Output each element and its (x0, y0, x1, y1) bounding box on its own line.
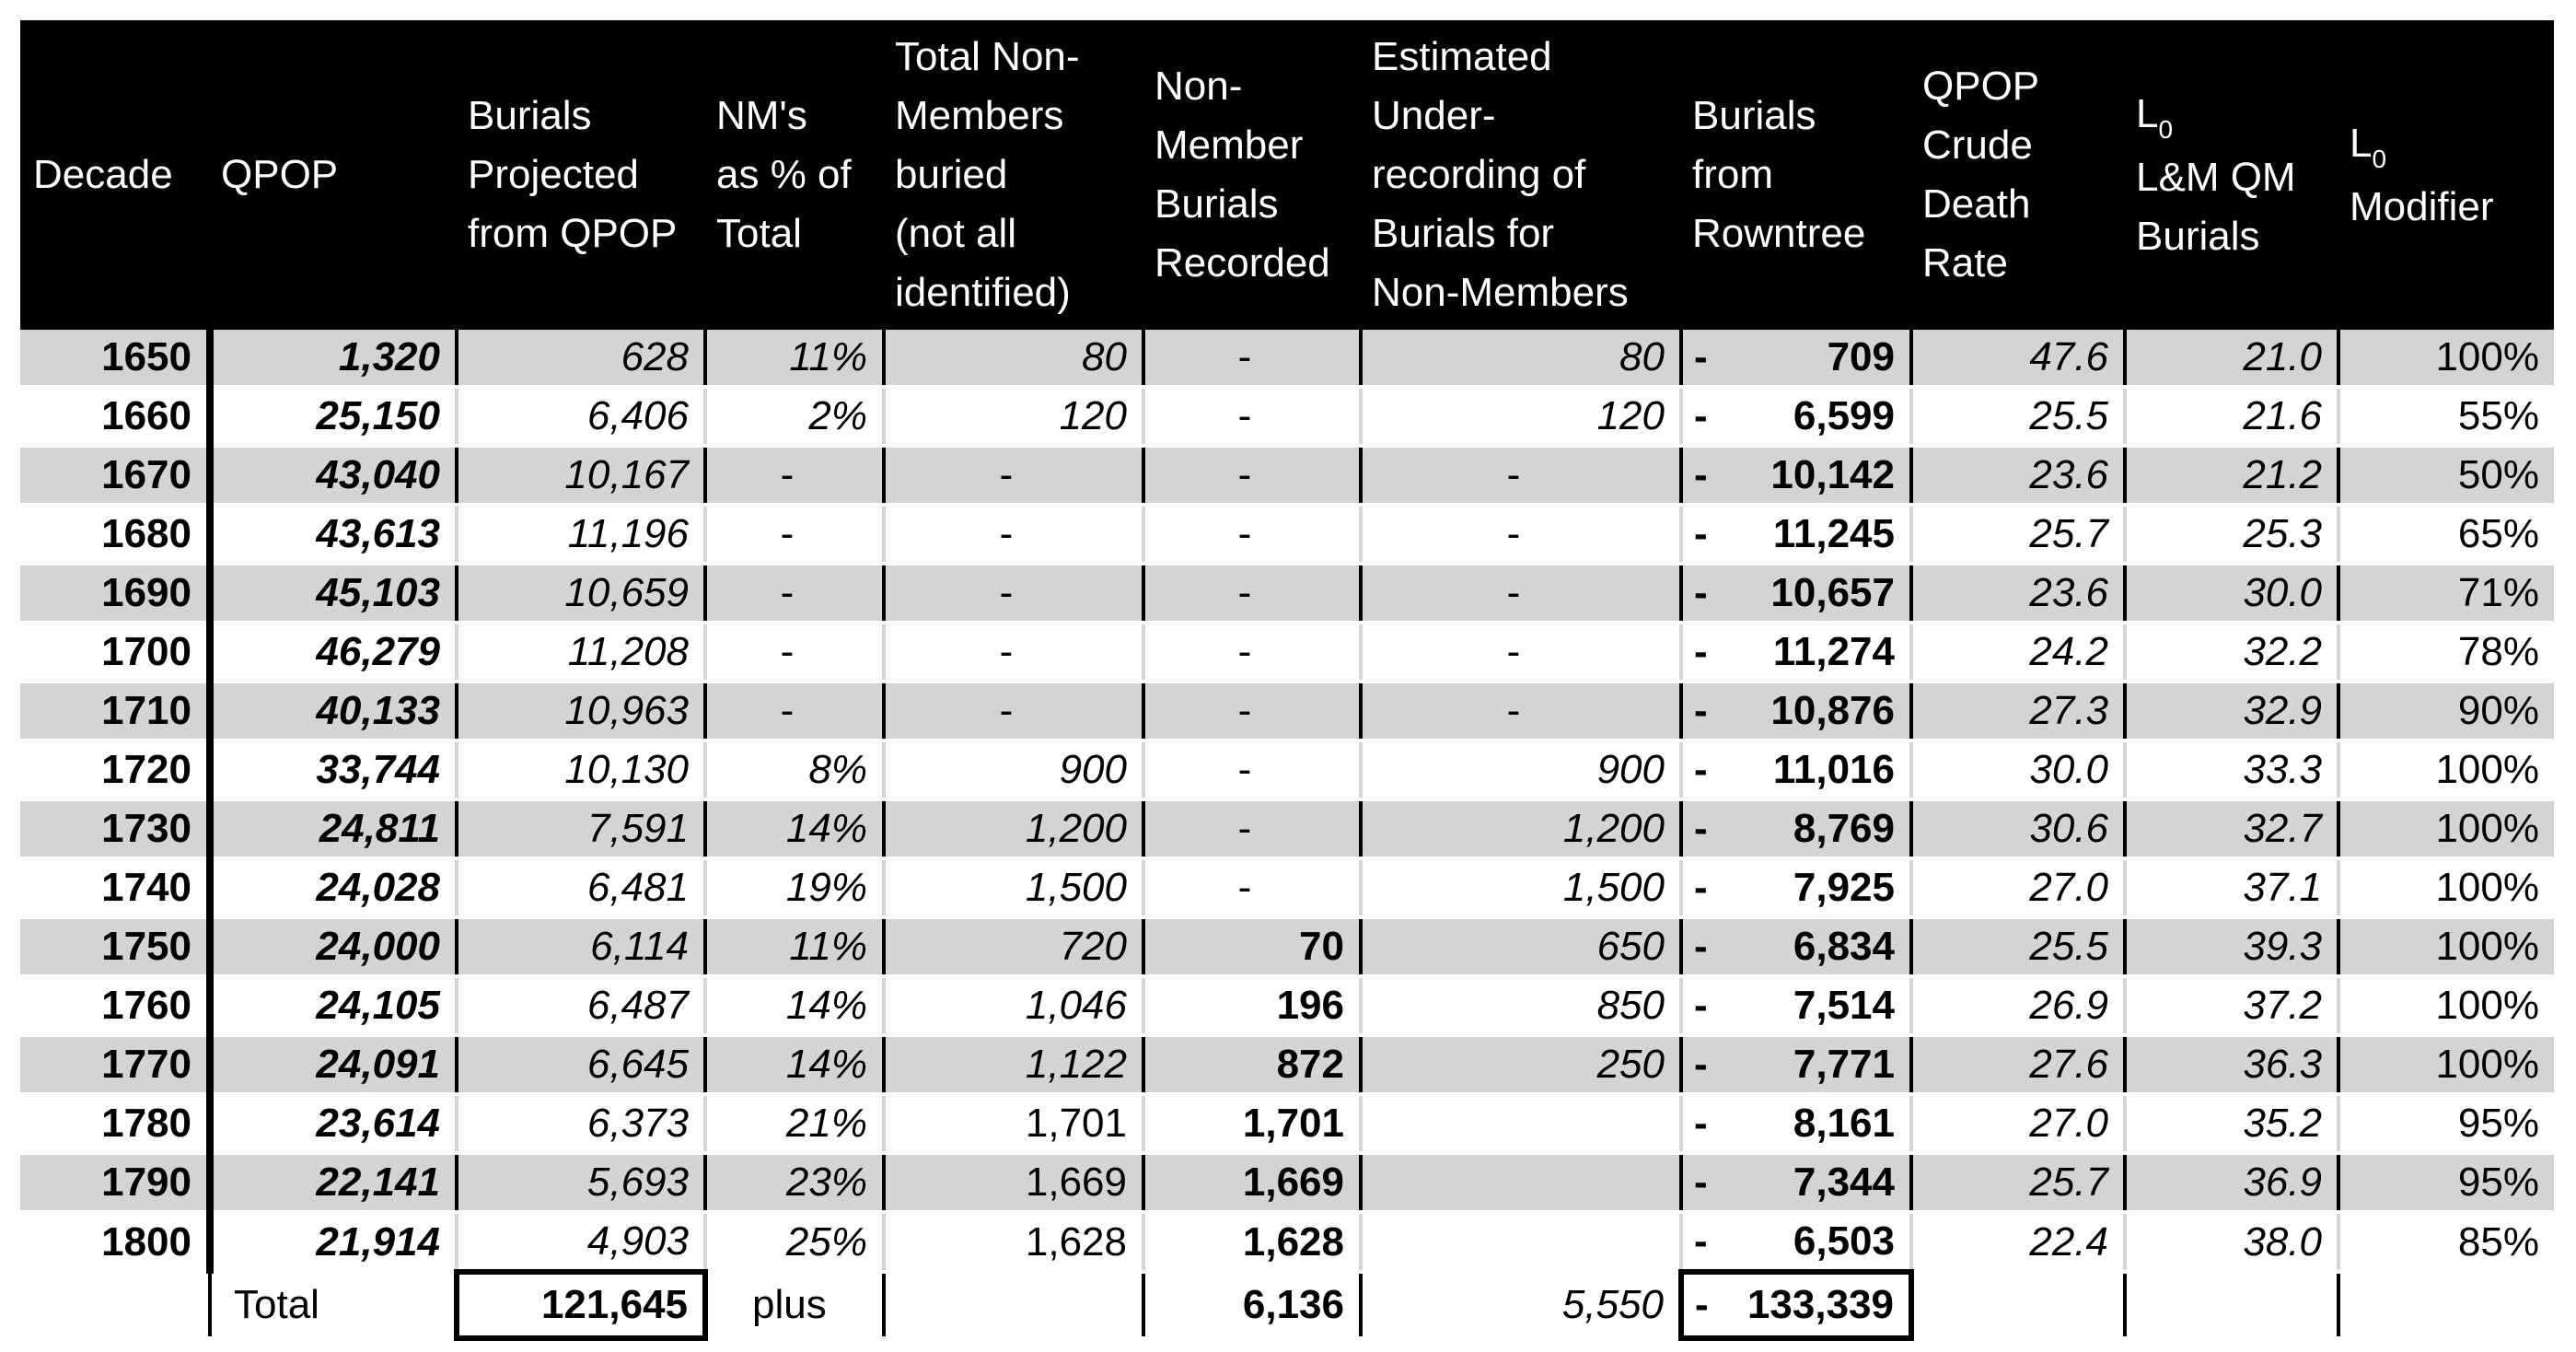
nm-recorded-cell: - (1143, 387, 1361, 446)
rowntree-value: 7,925 (1793, 865, 1895, 910)
projected-cell: 11,196 (457, 505, 705, 564)
rowntree-value: 10,142 (1770, 452, 1895, 497)
estimated-cell: 80 (1361, 330, 1681, 387)
cdr-cell: 23.6 (1911, 564, 2125, 623)
header-line: Modifier (2350, 183, 2494, 229)
header-line: identified) (895, 270, 1071, 315)
header-line: Burials (2136, 213, 2260, 259)
projected-cell: 628 (457, 330, 705, 387)
rowntree-dash: - (1694, 629, 1708, 674)
estimated-cell: 120 (1361, 387, 1681, 446)
table-row (20, 1035, 2554, 1094)
qpop-cell: 46,279 (210, 623, 457, 682)
rowntree-cell (1681, 446, 1911, 505)
header-l0-subscript: 0 (2158, 114, 2174, 144)
header-line: QPOP (1922, 64, 2040, 109)
qpop-cell: 24,028 (210, 858, 457, 917)
total-empty-cell (2338, 1272, 2554, 1338)
table-row (20, 330, 2554, 387)
projected-cell: 10,130 (457, 740, 705, 799)
nm-pct-cell: 14% (705, 1035, 884, 1094)
nm-recorded-cell: 196 (1143, 976, 1361, 1035)
total-empty-cell (884, 1272, 1143, 1338)
total-plus: plus (705, 1272, 884, 1338)
nm-recorded-cell: - (1143, 682, 1361, 740)
nm-recorded-cell: - (1143, 799, 1361, 858)
total-nm-cell: - (884, 505, 1143, 564)
modifier-cell: 100% (2338, 976, 2554, 1035)
nm-recorded-cell: 1,701 (1143, 1094, 1361, 1153)
rowntree-dash: - (1694, 983, 1708, 1028)
rowntree-dash: - (1694, 393, 1708, 438)
table-row (20, 1153, 2554, 1212)
header-line: from (1692, 152, 1773, 197)
header-line: Burials (468, 93, 592, 138)
decade-cell: 1780 (20, 1094, 210, 1153)
decade-cell: 1700 (20, 623, 210, 682)
rowntree-value: 11,245 (1772, 511, 1895, 556)
header-row (20, 20, 2554, 330)
qpop-cell: 45,103 (210, 564, 457, 623)
rowntree-dash: - (1694, 334, 1708, 379)
rowntree-total-value: 133,339 (1746, 1282, 1894, 1327)
modifier-cell: 100% (2338, 740, 2554, 799)
lm-burials-cell: 30.0 (2125, 564, 2338, 623)
header-line: Burials (1692, 93, 1816, 138)
total-nm-cell: - (884, 623, 1143, 682)
rowntree-cell (1681, 799, 1911, 858)
rowntree-dash: - (1694, 806, 1708, 851)
rowntree-cell (1681, 505, 1911, 564)
projected-cell: 6,406 (457, 387, 705, 446)
rowntree-value: 7,771 (1793, 1042, 1895, 1087)
cdr-cell: 27.6 (1911, 1035, 2125, 1094)
table-row (20, 387, 2554, 446)
rowntree-value: 6,503 (1793, 1218, 1895, 1264)
cdr-cell: 27.3 (1911, 682, 2125, 740)
total-nm-cell: 120 (884, 387, 1143, 446)
modifier-cell: 100% (2338, 799, 2554, 858)
total-empty-cell (20, 1272, 210, 1338)
burials-table-sheet (20, 20, 2554, 1332)
total-nm-cell: 80 (884, 330, 1143, 387)
projected-cell: 11,208 (457, 623, 705, 682)
total-nm-cell: - (884, 564, 1143, 623)
total-row (20, 1272, 2554, 1338)
nm-recorded-cell: - (1143, 505, 1361, 564)
lm-burials-cell: 32.7 (2125, 799, 2338, 858)
total-nm-recorded: 6,136 (1143, 1272, 1361, 1338)
decade-cell: 1690 (20, 564, 210, 623)
projected-cell: 6,645 (457, 1035, 705, 1094)
header-line: Members (895, 93, 1064, 138)
qpop-cell: 33,744 (210, 740, 457, 799)
cdr-cell: 27.0 (1911, 1094, 2125, 1153)
rowntree-cell (1681, 976, 1911, 1035)
nm-pct-cell: 21% (705, 1094, 884, 1153)
header-line: Projected (468, 152, 639, 197)
rowntree-dash: - (1694, 865, 1708, 910)
rowntree-value: 709 (1827, 334, 1895, 379)
qpop-cell: 24,811 (210, 799, 457, 858)
nm-pct-cell: - (705, 564, 884, 623)
nm-pct-cell: - (705, 682, 884, 740)
header-estimated-underrecording (1361, 20, 1681, 330)
table-row (20, 505, 2554, 564)
decade-cell: 1710 (20, 682, 210, 740)
total-nm-cell: 1,669 (884, 1153, 1143, 1212)
cdr-cell: 25.5 (1911, 387, 2125, 446)
cdr-cell: 25.7 (1911, 505, 2125, 564)
nm-recorded-cell: - (1143, 564, 1361, 623)
lm-burials-cell: 32.2 (2125, 623, 2338, 682)
nm-recorded-cell: - (1143, 623, 1361, 682)
projected-cell: 6,373 (457, 1094, 705, 1153)
header-line: recording of (1372, 152, 1586, 197)
rowntree-dash: - (1694, 1101, 1708, 1146)
estimated-cell (1361, 1212, 1681, 1272)
rowntree-dash: - (1694, 570, 1708, 615)
estimated-cell: - (1361, 505, 1681, 564)
qpop-cell: 24,091 (210, 1035, 457, 1094)
projected-cell: 10,167 (457, 446, 705, 505)
rowntree-dash: - (1694, 1218, 1708, 1264)
total-label: Total (210, 1272, 457, 1338)
qpop-cell: 23,614 (210, 1094, 457, 1153)
header-decade (20, 20, 210, 330)
lm-burials-cell: 21.2 (2125, 446, 2338, 505)
modifier-cell: 100% (2338, 858, 2554, 917)
estimated-cell: 250 (1361, 1035, 1681, 1094)
modifier-cell: 78% (2338, 623, 2554, 682)
nm-recorded-cell: - (1143, 858, 1361, 917)
rowntree-cell (1681, 330, 1911, 387)
table-row (20, 976, 2554, 1035)
total-nm-cell: 1,122 (884, 1035, 1143, 1094)
estimated-cell (1361, 1153, 1681, 1212)
qpop-cell: 1,320 (210, 330, 457, 387)
header-crude-death-rate (1911, 20, 2125, 330)
cdr-cell: 30.0 (1911, 740, 2125, 799)
nm-pct-cell: - (705, 505, 884, 564)
rowntree-cell (1681, 387, 1911, 446)
header-line: Burials (1155, 181, 1279, 227)
total-empty-cell (1911, 1272, 2125, 1338)
decade-cell: 1660 (20, 387, 210, 446)
header-line: Rate (1922, 240, 2008, 286)
header-line: (not all (895, 211, 1017, 256)
decade-cell: 1740 (20, 858, 210, 917)
nm-pct-cell: 14% (705, 799, 884, 858)
header-l0-subscript: 0 (2372, 144, 2387, 173)
table-row (20, 858, 2554, 917)
estimated-cell: - (1361, 682, 1681, 740)
rowntree-dash: - (1694, 924, 1708, 969)
header-line: as % of (716, 152, 852, 197)
header-line: Burials for (1372, 211, 1555, 256)
total-nm-cell: - (884, 446, 1143, 505)
projected-cell: 6,114 (457, 917, 705, 976)
table-row (20, 564, 2554, 623)
rowntree-cell (1681, 1094, 1911, 1153)
nm-pct-cell: 8% (705, 740, 884, 799)
rowntree-value: 11,274 (1772, 629, 1895, 674)
header-line: Member (1155, 122, 1304, 168)
header-nm-burials-recorded (1143, 20, 1361, 330)
header-l0-label: L (2350, 120, 2373, 166)
estimated-cell: 850 (1361, 976, 1681, 1035)
rowntree-value: 6,599 (1793, 393, 1895, 438)
header-line: Non-Members (1372, 270, 1629, 315)
header-total-non-members (884, 20, 1143, 330)
qpop-cell: 22,141 (210, 1153, 457, 1212)
estimated-cell: - (1361, 446, 1681, 505)
nm-pct-cell: 2% (705, 387, 884, 446)
rowntree-value: 10,876 (1770, 688, 1895, 733)
estimated-cell: 650 (1361, 917, 1681, 976)
decade-cell: 1750 (20, 917, 210, 976)
modifier-cell: 95% (2338, 1094, 2554, 1153)
rowntree-value: 10,657 (1770, 570, 1895, 615)
nm-recorded-cell: 1,669 (1143, 1153, 1361, 1212)
header-line: L&M QM (2136, 154, 2296, 200)
header-line: Rowntree (1692, 211, 1866, 256)
rowntree-cell (1681, 1153, 1911, 1212)
total-nm-cell: 900 (884, 740, 1143, 799)
estimated-cell (1361, 1094, 1681, 1153)
cdr-cell: 23.6 (1911, 446, 2125, 505)
lm-burials-cell: 35.2 (2125, 1094, 2338, 1153)
rowntree-dash: - (1694, 1042, 1708, 1087)
total-nm-cell: 1,500 (884, 858, 1143, 917)
modifier-cell: 100% (2338, 917, 2554, 976)
nm-pct-cell: 23% (705, 1153, 884, 1212)
projected-cell: 6,481 (457, 858, 705, 917)
nm-pct-cell: 11% (705, 917, 884, 976)
rowntree-dash: - (1694, 511, 1708, 556)
header-line: Estimated (1372, 34, 1552, 79)
table-row (20, 682, 2554, 740)
total-rowntree (1681, 1272, 1911, 1338)
total-nm-cell: 1,701 (884, 1094, 1143, 1153)
modifier-cell: 100% (2338, 1035, 2554, 1094)
table-body (20, 330, 2554, 1338)
cdr-cell: 47.6 (1911, 330, 2125, 387)
lm-burials-cell: 37.1 (2125, 858, 2338, 917)
rowntree-value: 6,834 (1793, 924, 1895, 969)
cdr-cell: 24.2 (1911, 623, 2125, 682)
lm-burials-cell: 36.3 (2125, 1035, 2338, 1094)
header-line: Total Non- (895, 34, 1080, 79)
lm-burials-cell: 33.3 (2125, 740, 2338, 799)
lm-burials-cell: 36.9 (2125, 1153, 2338, 1212)
burials-table (20, 20, 2554, 1341)
total-nm-cell: - (884, 682, 1143, 740)
modifier-cell: 55% (2338, 387, 2554, 446)
header-line: Recorded (1155, 240, 1330, 286)
nm-recorded-cell: - (1143, 740, 1361, 799)
rowntree-value: 11,016 (1772, 747, 1895, 792)
header-line: Non- (1155, 64, 1243, 109)
lm-burials-cell: 37.2 (2125, 976, 2338, 1035)
modifier-cell: 85% (2338, 1212, 2554, 1272)
rowntree-cell (1681, 682, 1911, 740)
qpop-cell: 25,150 (210, 387, 457, 446)
cdr-cell: 25.7 (1911, 1153, 2125, 1212)
rowntree-cell (1681, 858, 1911, 917)
decade-cell: 1670 (20, 446, 210, 505)
rowntree-cell (1681, 1035, 1911, 1094)
rowntree-dash: - (1694, 452, 1708, 497)
estimated-cell: - (1361, 564, 1681, 623)
modifier-cell: 90% (2338, 682, 2554, 740)
cdr-cell: 25.5 (1911, 917, 2125, 976)
qpop-cell: 24,000 (210, 917, 457, 976)
header-l0-label: L (2136, 90, 2159, 136)
rowntree-value: 7,514 (1793, 983, 1895, 1028)
nm-pct-cell: 19% (705, 858, 884, 917)
cdr-cell: 30.6 (1911, 799, 2125, 858)
rowntree-dash: - (1695, 1282, 1709, 1327)
total-nm-cell: 1,628 (884, 1212, 1143, 1272)
estimated-cell: 1,200 (1361, 799, 1681, 858)
lm-burials-cell: 38.0 (2125, 1212, 2338, 1272)
total-nm-cell: 1,046 (884, 976, 1143, 1035)
table-row (20, 623, 2554, 682)
lm-burials-cell: 21.0 (2125, 330, 2338, 387)
lm-burials-cell: 39.3 (2125, 917, 2338, 976)
decade-cell: 1760 (20, 976, 210, 1035)
qpop-cell: 40,133 (210, 682, 457, 740)
rowntree-cell (1681, 1212, 1911, 1272)
table-row (20, 740, 2554, 799)
total-nm-cell: 720 (884, 917, 1143, 976)
header-l0-lm-qm-burials (2125, 20, 2338, 330)
cdr-cell: 27.0 (1911, 858, 2125, 917)
modifier-cell: 95% (2338, 1153, 2554, 1212)
decade-cell: 1720 (20, 740, 210, 799)
rowntree-dash: - (1694, 688, 1708, 733)
header-line: NM's (716, 93, 807, 138)
header-burials-rowntree (1681, 20, 1911, 330)
decade-cell: 1800 (20, 1212, 210, 1272)
estimated-cell: 1,500 (1361, 858, 1681, 917)
header-line: Under- (1372, 93, 1496, 138)
cdr-cell: 26.9 (1911, 976, 2125, 1035)
rowntree-value: 8,161 (1793, 1101, 1895, 1146)
lm-burials-cell: 32.9 (2125, 682, 2338, 740)
nm-pct-cell: - (705, 446, 884, 505)
header-line: Crude (1922, 122, 2033, 168)
header-burials-projected (457, 20, 705, 330)
projected-cell: 10,963 (457, 682, 705, 740)
table-header (20, 20, 2554, 330)
header-line: from QPOP (468, 211, 678, 256)
total-nm-cell: 1,200 (884, 799, 1143, 858)
nm-pct-cell: - (705, 623, 884, 682)
header-line: Death (1922, 181, 2031, 227)
nm-recorded-cell: 70 (1143, 917, 1361, 976)
table-row (20, 1212, 2554, 1272)
table-row (20, 1094, 2554, 1153)
decade-cell: 1650 (20, 330, 210, 387)
decade-cell: 1790 (20, 1153, 210, 1212)
qpop-cell: 24,105 (210, 976, 457, 1035)
rowntree-cell (1681, 740, 1911, 799)
decade-cell: 1680 (20, 505, 210, 564)
lm-burials-cell: 25.3 (2125, 505, 2338, 564)
modifier-cell: 100% (2338, 330, 2554, 387)
projected-cell: 4,903 (457, 1212, 705, 1272)
total-projected: 121,645 (457, 1272, 705, 1338)
modifier-cell: 71% (2338, 564, 2554, 623)
qpop-cell: 43,040 (210, 446, 457, 505)
projected-cell: 10,659 (457, 564, 705, 623)
rowntree-value: 7,344 (1793, 1160, 1895, 1205)
header-line: Total (716, 211, 802, 256)
total-estimated: 5,550 (1361, 1272, 1681, 1338)
estimated-cell: 900 (1361, 740, 1681, 799)
header-line: buried (895, 152, 1008, 197)
rowntree-cell (1681, 564, 1911, 623)
estimated-cell: - (1361, 623, 1681, 682)
projected-cell: 6,487 (457, 976, 705, 1035)
lm-burials-cell: 21.6 (2125, 387, 2338, 446)
table-row (20, 917, 2554, 976)
nm-pct-cell: 14% (705, 976, 884, 1035)
modifier-cell: 50% (2338, 446, 2554, 505)
projected-cell: 5,693 (457, 1153, 705, 1212)
rowntree-value: 8,769 (1793, 806, 1895, 851)
qpop-cell: 21,914 (210, 1212, 457, 1272)
rowntree-dash: - (1694, 747, 1708, 792)
nm-recorded-cell: 1,628 (1143, 1212, 1361, 1272)
decade-cell: 1730 (20, 799, 210, 858)
header-line: Decade (33, 152, 173, 197)
nm-recorded-cell: - (1143, 330, 1361, 387)
total-empty-cell (2125, 1272, 2338, 1338)
rowntree-cell (1681, 917, 1911, 976)
header-line: QPOP (221, 152, 339, 197)
nm-recorded-cell: 872 (1143, 1035, 1361, 1094)
nm-pct-cell: 25% (705, 1212, 884, 1272)
qpop-cell: 43,613 (210, 505, 457, 564)
rowntree-cell (1681, 623, 1911, 682)
projected-cell: 7,591 (457, 799, 705, 858)
header-l0-modifier (2338, 20, 2554, 330)
nm-pct-cell: 11% (705, 330, 884, 387)
nm-recorded-cell: - (1143, 446, 1361, 505)
table-row (20, 799, 2554, 858)
header-qpop (210, 20, 457, 330)
header-nm-pct (705, 20, 884, 330)
table-row (20, 446, 2554, 505)
rowntree-dash: - (1694, 1160, 1708, 1205)
modifier-cell: 65% (2338, 505, 2554, 564)
cdr-cell: 22.4 (1911, 1212, 2125, 1272)
decade-cell: 1770 (20, 1035, 210, 1094)
